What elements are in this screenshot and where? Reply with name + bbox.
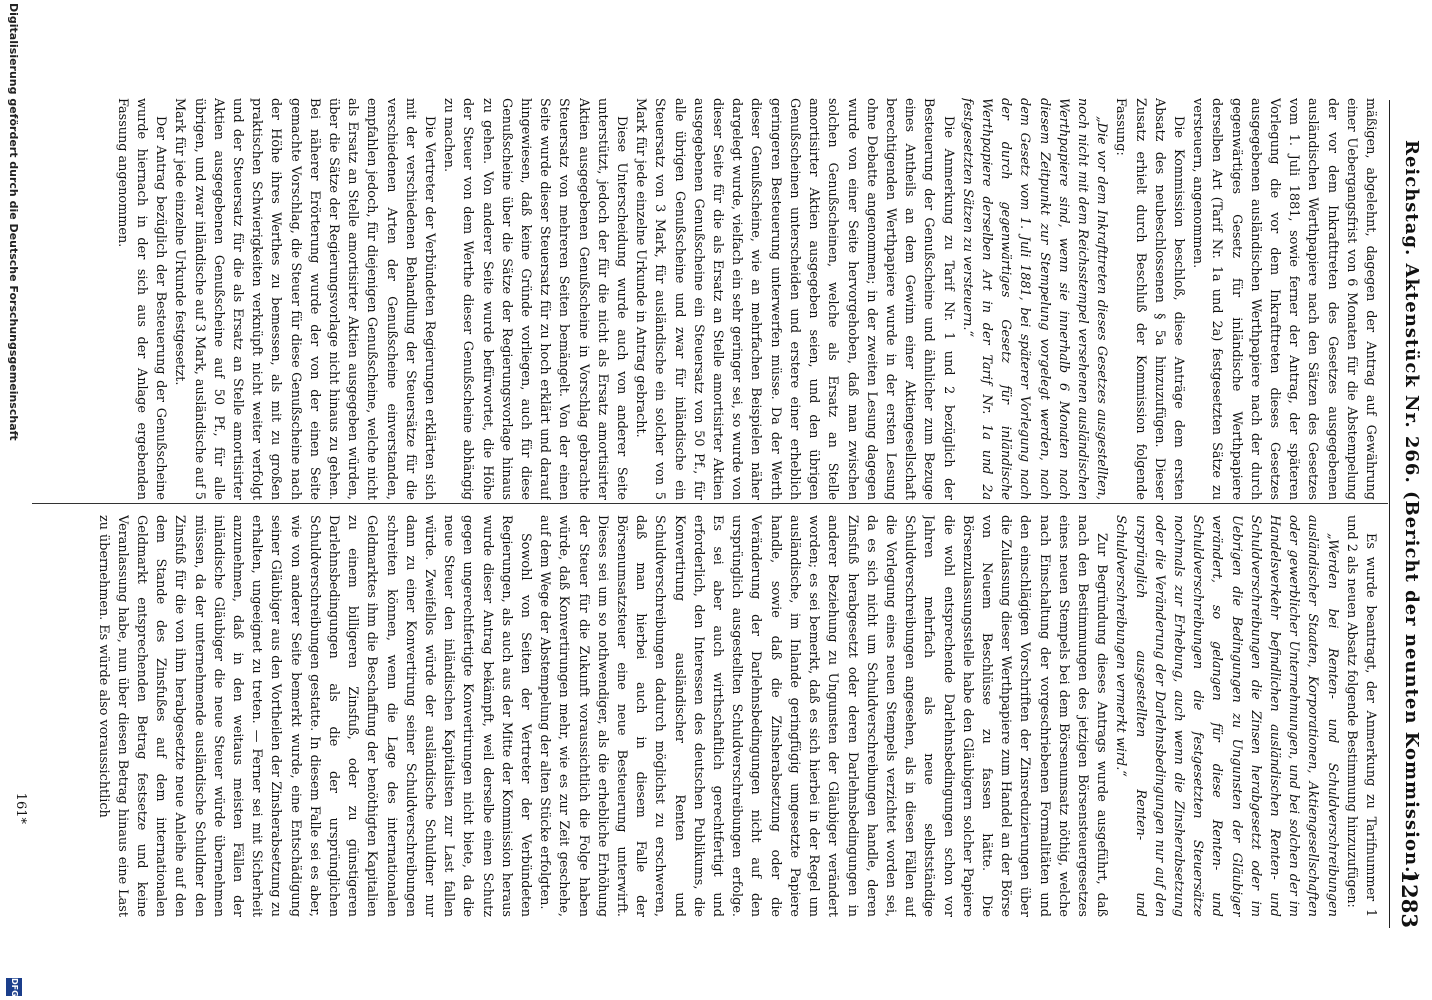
page-number: 1283 <box>1397 869 1422 928</box>
paragraph: Es wurde beantragt, der Anmerkung zu Tarifnummer 1 und 2 als neuen Absatz folgende Bestimmung hinzuzufügen: <box>1343 515 1378 917</box>
paragraph: Die Kommission beschloß, diese Anträge dem ersten Absatz des neubeschlossenen § 5a hinzuzufügen. Dieser Zusatz erhielt durch Beschluß der Kommission folgende Fassung: <box>1113 98 1186 500</box>
footer-credit: Digitalisierung gefördert durch die Deutsche Forschungsgemeinschaft <box>7 3 20 441</box>
paragraph: Zur Begründung dieses Antrags wurde ausgeführt, daß nach den Bestimmungen des jetzigen Börsensteuergesetzes eines neuen Stempels bei dem Börsenumsatz nöthig, welche nach Einschaltung der vorgeschriebenen Formalitäten und den einschlägigen Vorschriften der Zinsreduzierungen über die Zulassung dieser Werthpapiere zum Handel an der Börse von Neuem Beschlüsse zu fassen hätte. Die Börsenzulassungsstelle habe den Gläubigern solcher Papiere die wohl entsprechende Darlehnsbedingungen schon vor Jahren mehrfach als neue selbstständige Schuldverschreibungen angesehen, als in diesen Fällen auf die Vorlegung eines neuen Stempels verzichtet worden sei, da es sich nicht um Schuldverschreibungen handle, deren Zinsfuß herabgesetzt oder deren Darlehnsbedingungen in anderer Beziehung zu Ungunsten der Gläubiger verändert worden; es sei bemerkt, daß es sich hierbei in der Regel um ausländische, im Inlande geringfügig umgesetzte Papiere handle, sowie daß die Zinsherabsetzung oder die Veränderung der Darlehnsbedingungen nicht auf den ursprünglich ausgestellten Schuldverschreibungen erfolge. Es sei aber auch wirthschaftlich gerechtfertigt und erforderlich, den Interessen des deutschen Publikums, die Konvertirung ausländischer Renten und Schuldverschreibungen dadurch möglichst zu erschweren, daß man hierbei auch in diesem Falle der Börsenumsatzsteuer eine neue Besteuerung unterwirft. Dieses sei um so nothwendiger, als die erhebliche Erhöhung der Steuer für die Zukunft voraussichtlich die Folge haben würde, daß Konvertirungen mehr, wie es zur Zeit geschehe, auf dem Wege der Abstempelung der alten Stücke erfolgten. <box>537 515 1110 917</box>
digitization-footer <box>0 0 24 1000</box>
paragraph: Diese Unterscheidung wurde auch von anderer Seite unterstützt, jedoch der für die nicht als Ersatz amortisirter Aktien ausgegebenen Genußscheine in Vorschlag gebrachte Steuersatz von mehreren Seiten bemängelt. Von der einen Seite wurde dieser Steuersatz für zu hoch erklärt und darauf hingewiesen, daß keine Gründe vorliegen, auch für diese Genußscheine über die Sätze der Regierungsvorlage hinaus zu gehen. Von anderer Seite wurde befürwortet, die Höhe der Steuer von dem Werthe dieser Genußscheine abhängig zu machen. <box>441 98 630 500</box>
quoted-paragraph: „Werden bei Renten- und Schuldverschreibungen ausländischer Staaten, Korporationen, Aktiengesellschaften oder gewerblicher Unternehmungen, und bei solchen der im Handelsverkehr befindlichen ausländischen Renten- und Schuldverschreibungen die Zinsen herabgesetzt oder im Uebrigen die Bedingungen zu Ungunsten der Gläubiger verändert, so gelangen für diese Renten- und Schuldverschreibungen die festgesetzten Steuersätze nochmals zur Erhebung, auch wenn die Zinsherabsetzung oder die Veränderung der Darlehnsbedingungen nur auf den ursprünglich ausgestellten Renten- und Schuldverschreibungen vermerkt wird.“ <box>1113 515 1340 917</box>
left-column <box>40 98 1380 500</box>
header-rule <box>1389 100 1390 928</box>
dfg-logo-icon: DFG <box>6 978 22 996</box>
paragraph: Sowohl von Seiten der Vertreter der Verbündeten Regierungen, als auch aus der Mitte der Kommission heraus wurde dieser Antrag bekämpft, weil derselbe einen Schutz gegen ungerechtfertigte Konvertirungen nicht biete, da die neue Steuer den inländischen Kapitalisten zur Last fallen würde. Zweifellos würde der ausländische Schuldner nur dann zu einer Konvertirung seiner Schuldverschreibungen schreiten können, wenn die Lage des internationalen Geldmarktes ihm die Beschaffung der benöthigten Kapitalien zu einem billigeren Zinsfuß, oder zu günstigeren Darlehnsbedingungen als die der ursprünglichen Schuldverschreibungen gestatte. In diesem Falle sei es aber, wie von anderer Seite bemerkt wurde, eine Entschädigung seiner Gläubiger aus den Vortheilen der Zinsherabsetzung zu erhalten, ungeeignet zu treten. — Ferner sei mit Sicherheit anzunehmen, daß in den weitaus meisten Fällen der inländische Gläubiger die neue Steuer würde übernehmen müssen, da der unternehmende ausländische Schuldner den Zinsfuß für die von ihm herabgesetzte neue Anleihe auf den dem Stande des Zinsfußes auf dem internationalen Geldmarkt entsprechenden Betrag festsetze und keine Veranlassung habe, nun über diesen Betrag hinaus eine Last zu übernehmen. Es würde also voraussichtlich <box>95 515 534 917</box>
quoted-paragraph: „Die vor dem Inkrafttreten dieses Gesetzes ausgestellten, noch nicht mit dem Reichsstempel versehenen ausländischen Werthpapiere sind, wenn sie innerhalb 6 Monaten nach diesem Zeitpunkt zur Stempelung vorgelegt werden, nach dem Gesetz vom 1. Juli 1881, bei späterer Vorlegung nach der durch gegenwärtiges Gesetz für inländische Werthpapiere derselben Art in der Tarif Nr. 1a und 2a festgesetzten Sätzen zu versteuern.“ <box>959 98 1110 500</box>
paragraph: mäßigen, abgelehnt, dagegen der Antrag auf Gewährung einer Uebergangsfrist von 6 Monaten für die Abstempelung der vor dem Inkrafttreten des Gesetzes ausgegebenen ausländischen Werthpapiere nach den Sätzen des Gesetzes vom 1. Juli 1881, sowie ferner der Antrag, der späteren Vorlegung die vor dem Inkrafttreten dieses Gesetzes ausgegebenen ausländischen Werthpapiere nach der durch gegenwärtiges Gesetz für inländische Werthpapiere derselben Art (Tarif Nr. 1a und 2a) festgesetzten Sätze zu versteuern, angenommen. <box>1190 98 1378 500</box>
page-header-title: Reichstag. Aktenstück Nr. 266. (Bericht der neunten Kommission.) <box>1401 140 1422 883</box>
right-column <box>40 515 1380 917</box>
column-divider <box>32 503 1388 504</box>
paragraph: Die Anmerkung zu Tarif Nr. 1 und 2 bezüglich der Besteuerung der Genußscheine und ähnlicher zum Bezuge eines Antheils an dem Gewinn einer Aktiengesellschaft berechtigenden Werthpapiere wurde in der ersten Lesung ohne Debatte angenommen; in der zweiten Lesung dagegen wurde von einer Seite hervorgehoben, daß man zwischen solchen Genußscheinen, welche als Ersatz an Stelle amortisirter Aktien ausgegeben seien, und den übrigen Genußscheinen unterscheiden und erstere einer erheblich geringeren Besteuerung unterwerfen müsse. Da der Werth dieser Genußscheine, wie an mehrfachen Beispielen näher dargelegt wurde, vielfach ein sehr geringer sei, so wurde von dieser Seite für die als Ersatz an Stelle amortisirter Aktien ausgegebenen Genußscheine ein Steuersatz von 50 Pf., für alle übrigen Genußscheine und zwar für inländische ein Steuersatz von 3 Mark, für ausländische ein solcher von 5 Mark für jede einzelne Urkunde in Antrag gebracht. <box>633 98 956 500</box>
signature-mark: 161* <box>13 792 28 824</box>
paragraph: Die Vertreter der Verbündeten Regierungen erklärten sich mit der verschiedenen Behandlung der Steuersätze für die verschiedenen Arten der Genußscheine einverstanden, empfahlen jedoch, für diejenigen Genußscheine, welche nicht als Ersatz an Stelle amortisirter Aktien ausgegeben würden, über die Sätze der Regierungsvorlage nicht hinaus zu gehen. Bei näherer Erörterung wurde der von der einen Seite gemachte Vorschlag, die Steuer für diese Genußscheine nach der Höhe ihres Werthes zu bemessen, als mit zu großen praktischen Schwierigkeiten verknüpft nicht weiter verfolgt und der Steuersatz für die als Ersatz an Stelle amortisirter Aktien ausgegebenen Genußscheine auf 50 Pf., für alle übrigen, und zwar inländische auf 3 Mark, ausländische auf 5 Mark für jede einzelne Urkunde festgesetzt. <box>172 98 438 500</box>
paragraph: Der Antrag bezüglich der Besteuerung der Genußscheine wurde hiernach in der sich aus der Anlage ergebenden Fassung angenommen. <box>114 98 169 500</box>
